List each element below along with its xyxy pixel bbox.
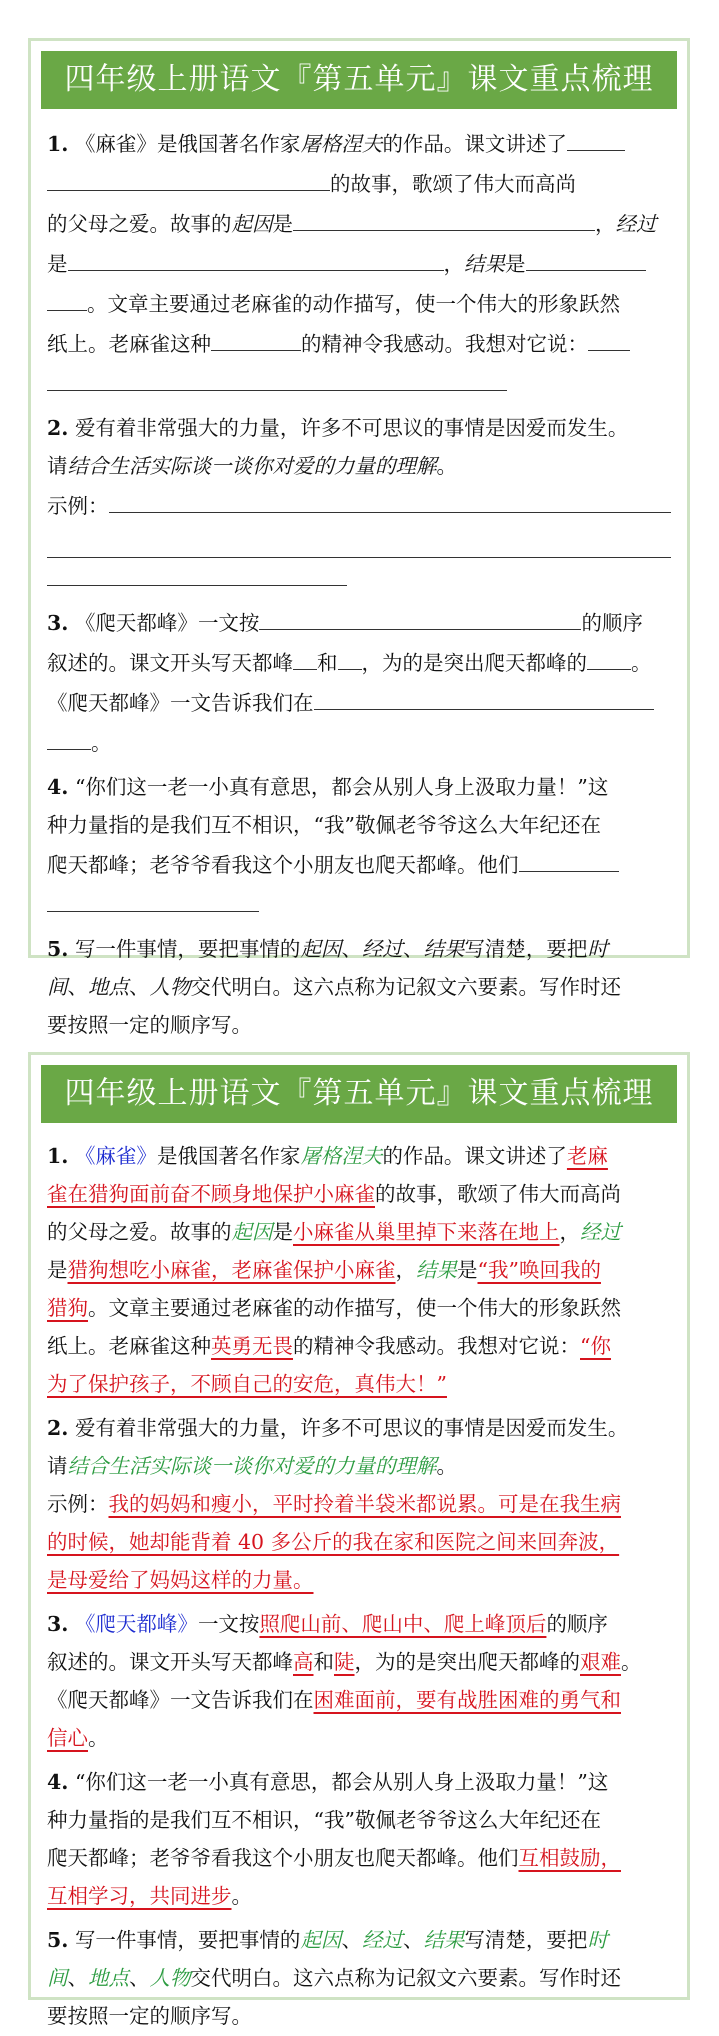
answer-blank[interactable] xyxy=(519,844,619,872)
text: 纸上。老麻雀这种 xyxy=(47,1334,211,1358)
text: 叙述的。课文开头写天都峰 xyxy=(47,651,293,675)
text: 。 xyxy=(91,731,112,755)
answer-blank[interactable] xyxy=(68,243,444,271)
question-number: 5. xyxy=(47,937,69,961)
question-number: 5. xyxy=(47,1928,69,1952)
text: 、 xyxy=(67,975,88,999)
keyword: 结果 xyxy=(423,1928,465,1952)
text: 纸上。老麻雀这种 xyxy=(47,332,211,356)
answer-blank[interactable] xyxy=(47,283,87,311)
text: “你们这一老一小真有意思，都会从别人身上汲取力量！”这 xyxy=(74,1770,609,1794)
text: 一文按 xyxy=(197,1612,260,1636)
text: 写一件事情，要把事情的 xyxy=(74,1928,301,1952)
keyword: 经过 xyxy=(361,1928,403,1952)
keyword: 起因 xyxy=(231,1220,273,1244)
answer-text: 艰难 xyxy=(580,1650,621,1674)
text: 是 xyxy=(47,1258,68,1282)
keyword: 时 xyxy=(587,937,608,961)
author-name: 屠格涅夫 xyxy=(300,132,383,156)
text: 要按照一定的顺序写。 xyxy=(47,2004,252,2028)
answer-blank[interactable] xyxy=(338,642,362,670)
text: 的顺序 xyxy=(546,1612,608,1636)
answer-text: “我”唤回我的 xyxy=(477,1258,601,1282)
text: 、 xyxy=(402,937,424,961)
keyword: 经过 xyxy=(580,1220,621,1244)
text: “你们这一老一小真有意思，都会从别人身上汲取力量！”这 xyxy=(74,775,609,799)
keyword: 时 xyxy=(587,1928,608,1952)
answer-text: 老麻 xyxy=(566,1144,608,1168)
text: 、 xyxy=(341,937,362,961)
worksheet-content xyxy=(31,109,687,1044)
answer-text: 雀在猎狗面前奋不顾身地保护小麻雀 xyxy=(47,1182,375,1206)
answer-question-1 xyxy=(47,1137,671,1403)
text: 是 xyxy=(47,252,68,276)
keyword: 经过 xyxy=(615,212,657,236)
text: 、 xyxy=(67,1966,88,1990)
text: 的精神令我感动。我想对它说： xyxy=(301,332,588,356)
text: 。 xyxy=(436,454,457,478)
text: 写一件事情，要把事情的 xyxy=(74,937,301,961)
answer-text: 是母爱给了妈妈这样的力量。 xyxy=(47,1568,314,1592)
text: 。 xyxy=(231,1884,252,1908)
question-number: 2. xyxy=(47,1416,69,1440)
answer-text: 我的妈妈和瘦小，平时拎着半袋米都说累。可是在我生病 xyxy=(108,1492,621,1516)
answer-text: 信心 xyxy=(47,1726,88,1750)
text: 、 xyxy=(129,975,150,999)
answer-blank[interactable] xyxy=(47,163,330,191)
text: 的故事，歌颂了伟大而高尚 xyxy=(330,172,576,196)
text: ， xyxy=(595,212,616,236)
text: 示例： xyxy=(47,494,109,518)
text: ，为的是突出爬天都峰的 xyxy=(354,1650,580,1674)
text: 、 xyxy=(129,1966,150,1990)
text: 爱有着非常强大的力量，许多不可思议的事情是因爱而发生。 xyxy=(74,1416,629,1440)
answer-text: “你 xyxy=(580,1334,611,1358)
answer-text: 为了保护孩子，不顾自己的安危，真伟大！” xyxy=(47,1372,447,1396)
text: 的父母之爱。故事的 xyxy=(47,1220,232,1244)
text: ， xyxy=(559,1220,580,1244)
question-number: 1. xyxy=(47,1144,69,1168)
question-4 xyxy=(47,768,671,924)
keyword: 人物 xyxy=(149,975,191,999)
keyword: 经过 xyxy=(361,937,403,961)
answer-text: 的时候，她却能背着 40 多公斤的我在家和医院之间来回奔波， xyxy=(47,1530,620,1554)
text: 是 xyxy=(505,252,526,276)
keyword: 间 xyxy=(47,975,68,999)
text: 、 xyxy=(341,1928,362,1952)
text: 的作品。课文讲述了 xyxy=(382,1144,567,1168)
text: 叙述的。课文开头写天都峰 xyxy=(47,1650,293,1674)
question-2 xyxy=(47,409,671,596)
keyword: 结果 xyxy=(423,937,465,961)
answer-question-4 xyxy=(47,1763,671,1915)
answer-blank[interactable] xyxy=(587,642,631,670)
keyword: 人物 xyxy=(149,1966,191,1990)
answer-blank[interactable] xyxy=(47,525,671,558)
worksheet-title: 四年级上册语文『第五单元』课文重点梳理 xyxy=(41,51,677,109)
text: ， xyxy=(443,252,464,276)
book-title: 《麻雀》 xyxy=(74,1144,157,1168)
question-5 xyxy=(47,930,671,1044)
text: 。文章主要通过老麻雀的动作描写，使一个伟大的形象跃然 xyxy=(87,292,620,316)
question-1 xyxy=(47,123,671,403)
text: 的顺序 xyxy=(581,611,643,635)
answer-blank[interactable] xyxy=(293,203,595,231)
answer-blank[interactable] xyxy=(314,682,654,710)
text: 的作品。课文讲述了 xyxy=(382,132,567,156)
book-title: 《爬天都峰》 xyxy=(74,1612,198,1636)
worksheet-title: 四年级上册语文『第五单元』课文重点梳理 xyxy=(41,1065,677,1123)
text: 。文章主要通过老麻雀的动作描写，使一个伟大的形象跃然 xyxy=(88,1296,621,1320)
question-number: 4. xyxy=(47,1770,69,1794)
question-number: 3. xyxy=(47,1612,69,1636)
text: 请 xyxy=(47,1454,68,1478)
text: 爱有着非常强大的力量，许多不可思议的事情是因爱而发生。 xyxy=(74,416,629,440)
text: 种力量指的是我们互不相识，“我”敬佩老爷爷这么大年纪还在 xyxy=(47,813,601,837)
text: 是 xyxy=(272,1220,293,1244)
text: 是俄国著名作家 xyxy=(156,132,301,156)
text: 一文按 xyxy=(197,611,260,635)
text: 《麻雀》 xyxy=(74,132,157,156)
text: 和 xyxy=(313,1650,334,1674)
question-number: 3. xyxy=(47,611,69,635)
keyword: 结果 xyxy=(464,252,505,276)
keyword: 地点 xyxy=(88,1966,129,1990)
answer-blank[interactable] xyxy=(588,323,630,351)
answer-text: 陡 xyxy=(334,1650,355,1674)
answer-key-card xyxy=(28,1052,690,2028)
keyword: 间 xyxy=(47,1966,68,1990)
answer-text: 英勇无畏 xyxy=(211,1334,293,1358)
keyword: 起因 xyxy=(300,937,342,961)
text: 请 xyxy=(47,454,68,478)
text: 是 xyxy=(457,1258,478,1282)
answer-text: 互相鼓励， xyxy=(518,1846,621,1870)
question-number: 2. xyxy=(47,416,69,440)
answer-blank[interactable] xyxy=(47,363,507,391)
text: 种力量指的是我们互不相识，“我”敬佩老爷爷这么大年纪还在 xyxy=(47,1808,601,1832)
answer-blank[interactable] xyxy=(211,323,301,351)
keyword: 结果 xyxy=(416,1258,457,1282)
text: 交代明白。这六点称为记叙文六要素。写作时还 xyxy=(190,975,621,999)
text: ，为的是突出爬天都峰的 xyxy=(361,651,587,675)
text: 。 xyxy=(621,1650,642,1674)
answer-question-3 xyxy=(47,1605,671,1757)
answer-text: 困难面前，要有战胜困难的勇气和 xyxy=(313,1688,621,1712)
author-name: 屠格涅夫 xyxy=(300,1144,383,1168)
text: 。 xyxy=(436,1454,457,1478)
text: 写清楚，要把 xyxy=(464,937,588,961)
answer-text: 猎狗 xyxy=(47,1296,88,1320)
answer-blank[interactable] xyxy=(109,485,672,513)
text: 《爬天都峰》一文告诉我们在 xyxy=(47,691,314,715)
text: 的故事，歌颂了伟大而高尚 xyxy=(375,1182,621,1206)
answer-text: 猎狗想吃小麻雀，老麻雀保护小麻雀 xyxy=(67,1258,396,1282)
answer-blank[interactable] xyxy=(47,558,347,586)
text: 。 xyxy=(631,651,652,675)
answer-question-2 xyxy=(47,1409,671,1599)
text: 、 xyxy=(402,1928,424,1952)
answer-text: 互相学习，共同进步 xyxy=(47,1884,232,1908)
text: 示例： xyxy=(47,1492,109,1516)
answer-text: 小麻雀从巢里掉下来落在地上 xyxy=(293,1220,560,1244)
answer-text: 照爬山前、爬山中、爬上峰顶后 xyxy=(259,1612,547,1636)
prompt: 结合生活实际谈一谈你对爱的力量的理解 xyxy=(67,1454,437,1478)
answer-blank[interactable] xyxy=(526,243,646,271)
text: 要按照一定的顺序写。 xyxy=(47,1013,252,1037)
text: 《爬天都峰》一文告诉我们在 xyxy=(47,1688,314,1712)
text: 的父母之爱。故事的 xyxy=(47,212,232,236)
answer-blank[interactable] xyxy=(567,123,625,151)
prompt: 结合生活实际谈一谈你对爱的力量的理解 xyxy=(67,454,437,478)
question-3 xyxy=(47,602,671,762)
text: 爬天都峰；老爷爷看我这个小朋友也爬天都峰。他们 xyxy=(47,853,519,877)
answer-blank[interactable] xyxy=(47,722,91,750)
answer-blank[interactable] xyxy=(293,642,317,670)
text: 写清楚，要把 xyxy=(464,1928,588,1952)
answer-blank[interactable] xyxy=(259,602,581,630)
answer-text: 高 xyxy=(293,1650,314,1674)
question-number: 4. xyxy=(47,775,69,799)
text: 是俄国著名作家 xyxy=(156,1144,301,1168)
text: 爬天都峰；老爷爷看我这个小朋友也爬天都峰。他们 xyxy=(47,1846,519,1870)
keyword: 起因 xyxy=(231,212,273,236)
text: 。 xyxy=(88,1726,109,1750)
text: 和 xyxy=(317,651,338,675)
blank-worksheet-card xyxy=(28,38,690,1037)
answer-content xyxy=(31,1123,687,2035)
keyword: 地点 xyxy=(88,975,129,999)
text: 是 xyxy=(272,212,293,236)
text: 交代明白。这六点称为记叙文六要素。写作时还 xyxy=(190,1966,621,1990)
question-number: 1. xyxy=(47,132,69,156)
answer-blank[interactable] xyxy=(47,884,259,912)
text: 《爬天都峰》 xyxy=(74,611,198,635)
text: ， xyxy=(395,1258,416,1282)
answer-question-5 xyxy=(47,1921,671,2035)
keyword: 起因 xyxy=(300,1928,342,1952)
text: 的精神令我感动。我想对它说： xyxy=(293,1334,580,1358)
